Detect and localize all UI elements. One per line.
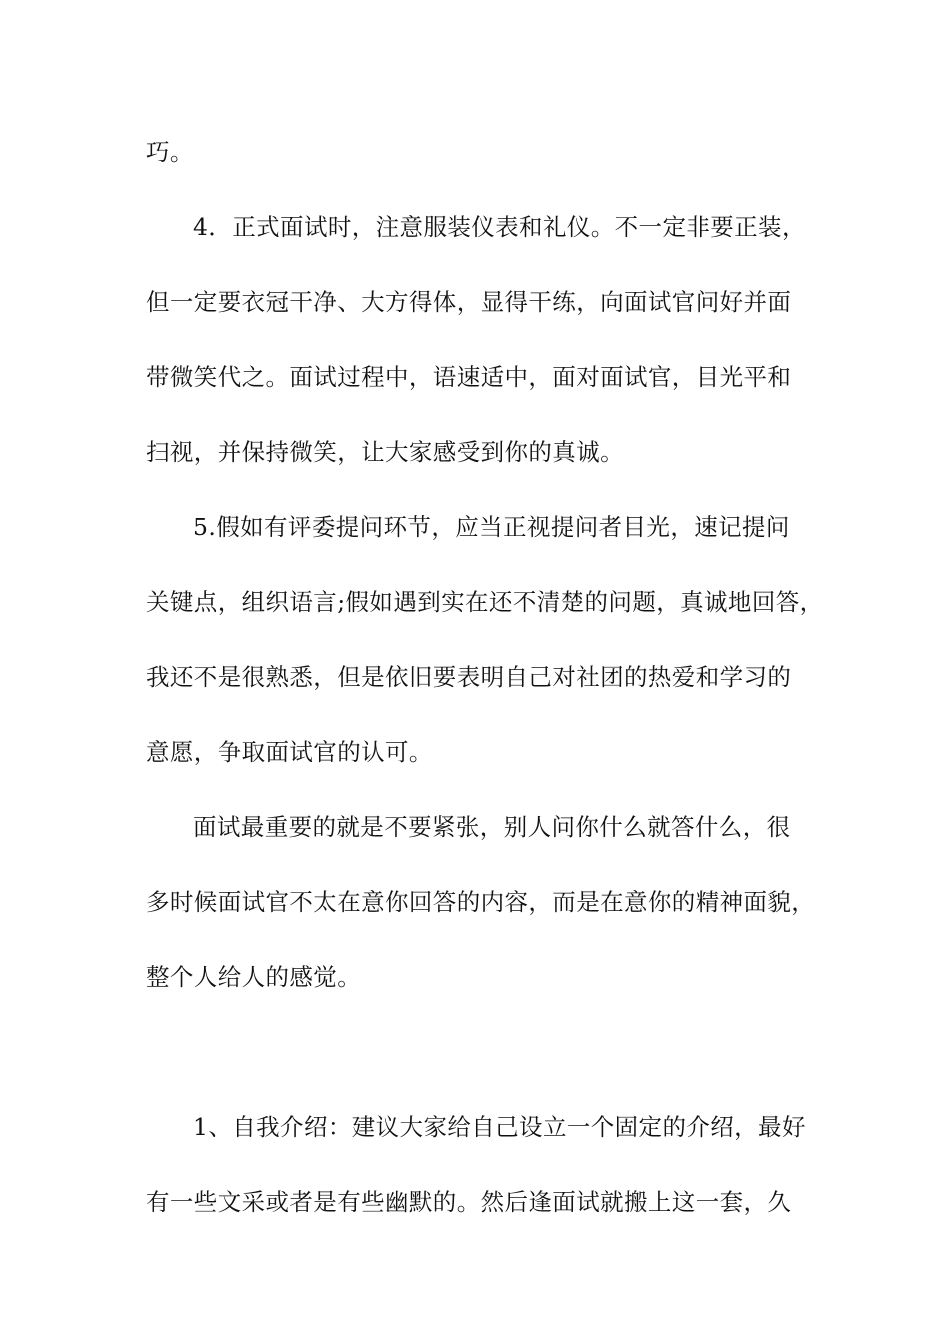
text-line: 4．正式面试时，注意服装仪表和礼仪。不一定非要正装， [193,213,806,241]
text-line: 巧。 [146,138,194,166]
text-line: 我还不是很熟悉，但是依旧要表明自己对社团的热爱和学习的 [146,663,792,691]
text-line: 扫视，并保持微笑，让大家感受到你的真诚。 [146,438,624,466]
text-line: 意愿，争取面试官的认可。 [146,738,433,766]
text-line: 但一定要衣冠干净、大方得体，显得干练，向面试官问好并面 [146,288,792,316]
text-line: 整个人给人的感觉。 [146,963,362,991]
text-line: 5.假如有评委提问环节，应当正视提问者目光，速记提问 [193,513,790,541]
text-line: 带微笑代之。面试过程中，语速适中，面对面试官，目光平和 [146,363,792,391]
text-line: 关键点，组织语言;假如遇到实在还不清楚的问题，真诚地回答， [146,588,824,616]
text-line: 有一些文采或者是有些幽默的。然后逢面试就搬上这一套，久 [146,1188,792,1216]
text-line: 多时候面试官不太在意你回答的内容，而是在意你的精神面貌， [146,888,816,916]
text-line: 面试最重要的就是不要紧张，别人问你什么就答什么，很 [193,813,791,841]
text-line: 1、自我介绍：建议大家给自己设立一个固定的介绍，最好 [193,1113,806,1141]
